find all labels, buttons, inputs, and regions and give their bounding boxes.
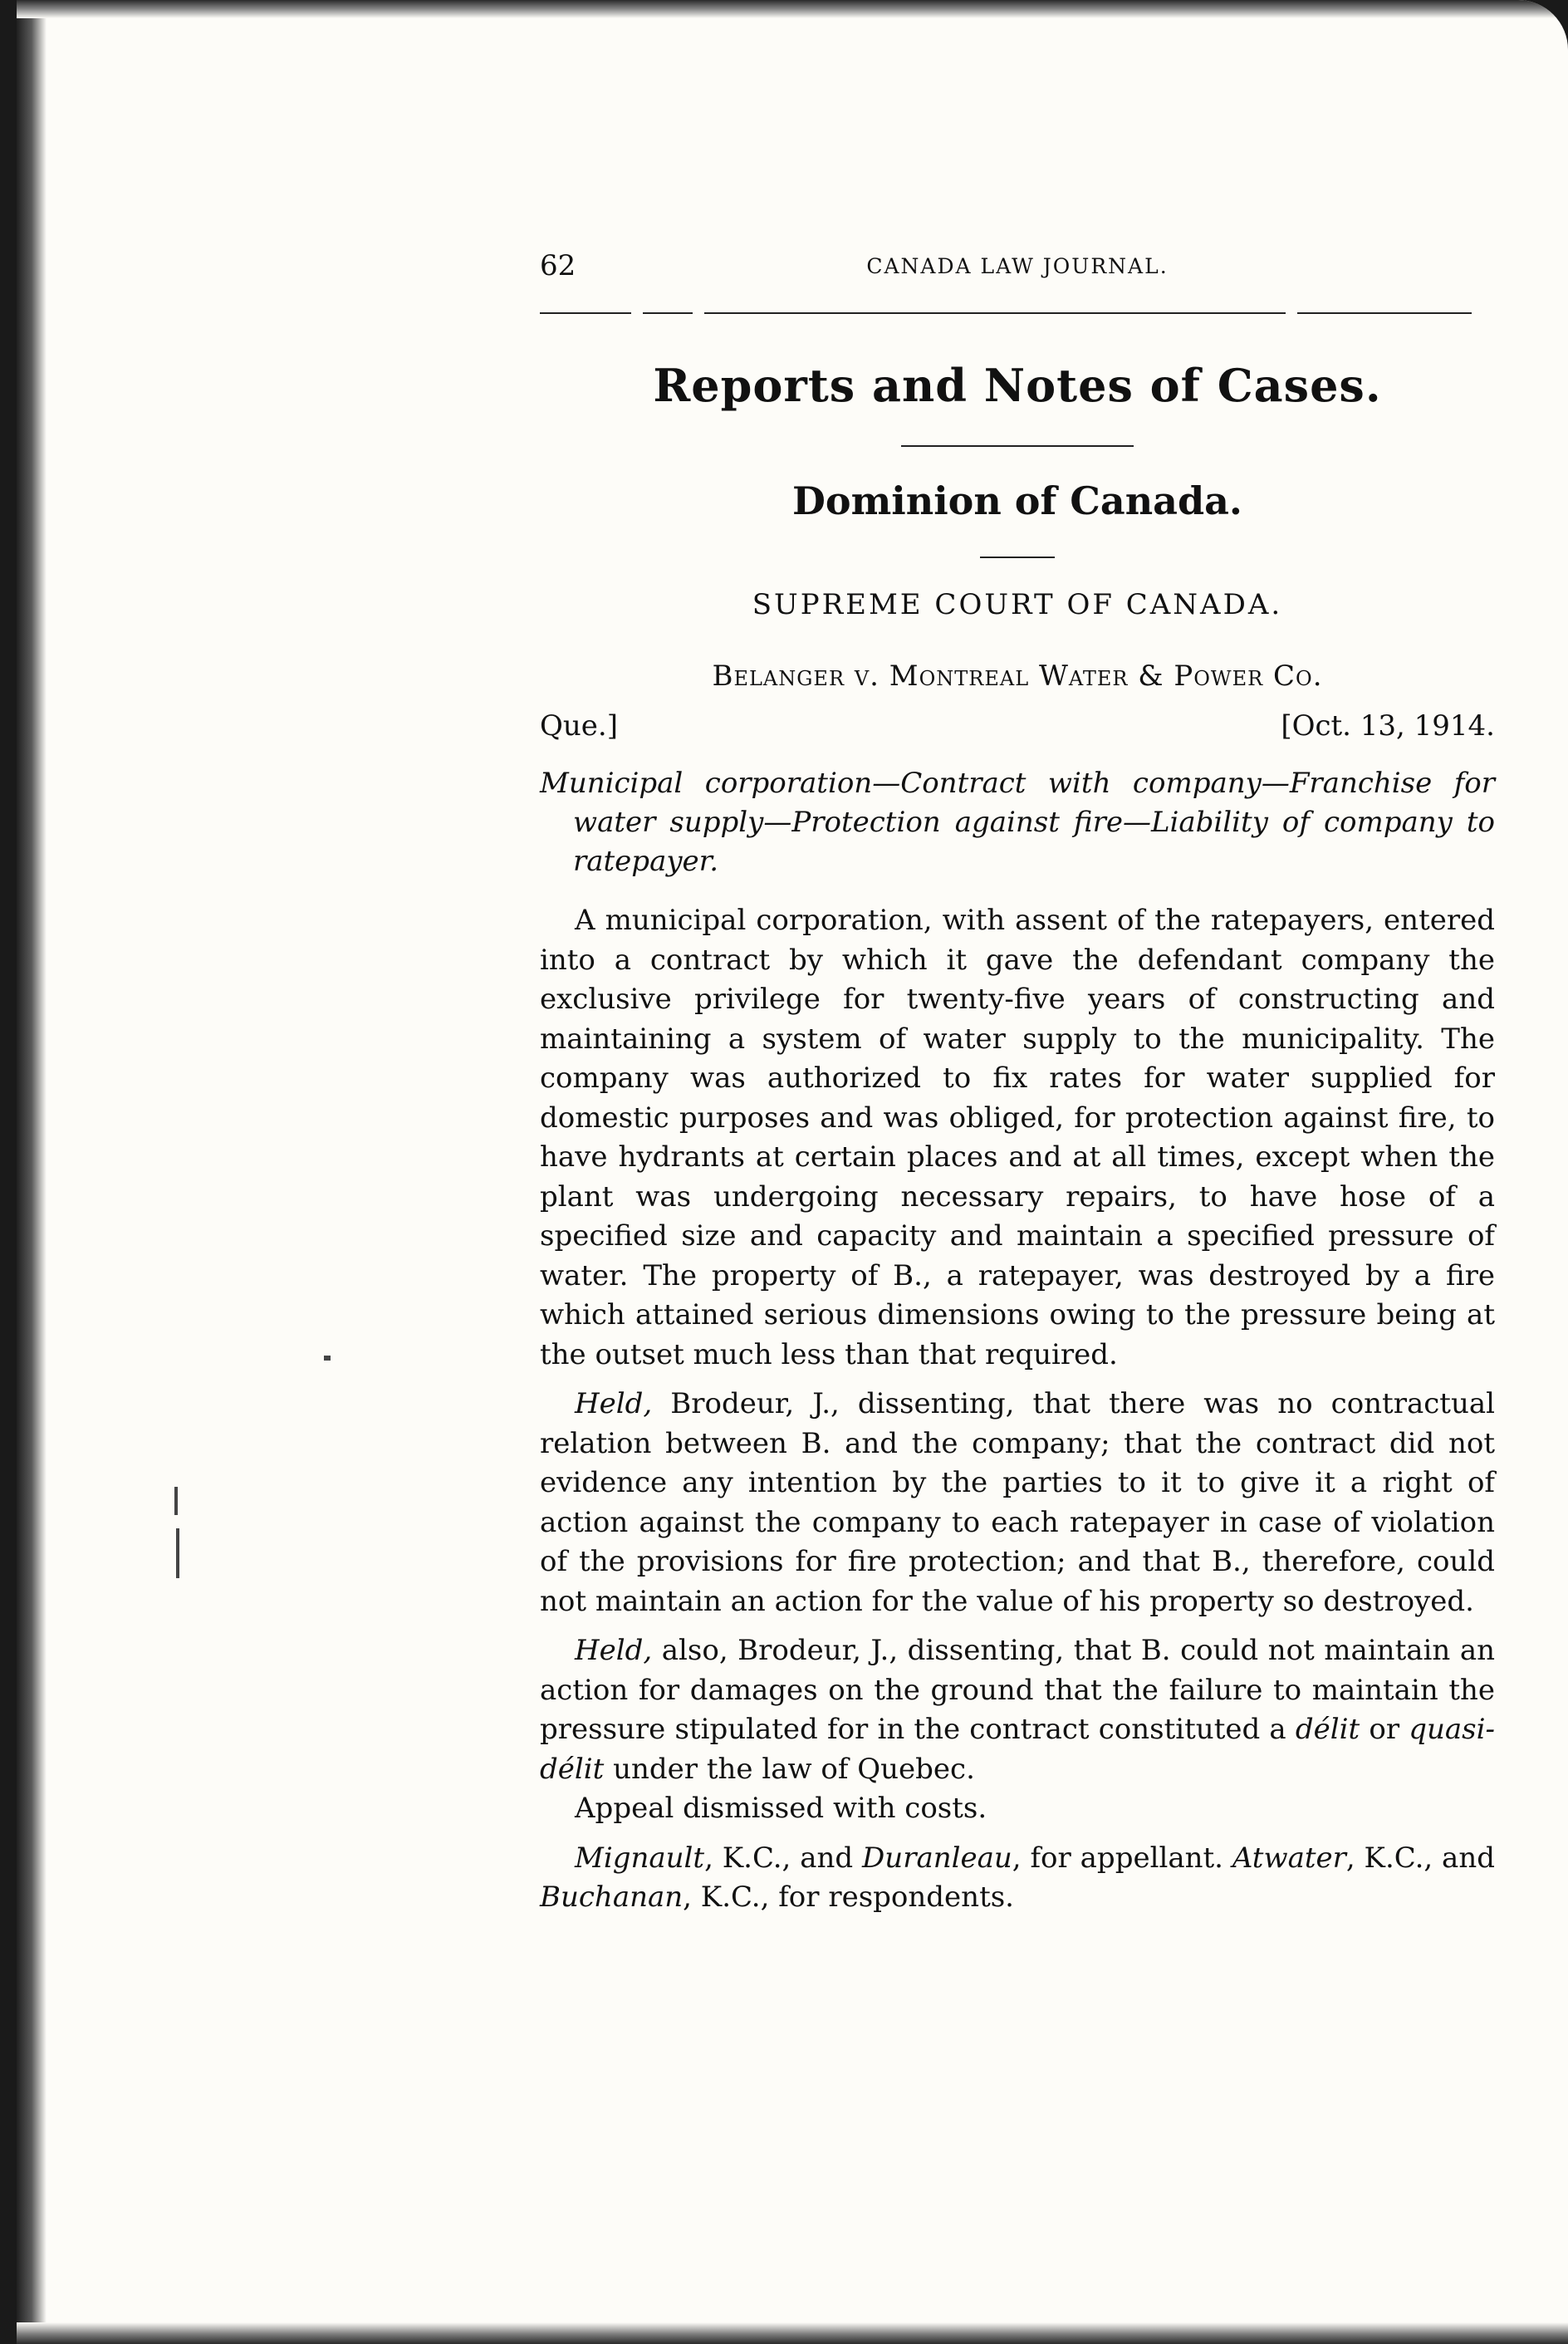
scan-shadow-top bbox=[17, 0, 1568, 18]
disposition: Appeal dismissed with costs. bbox=[575, 1792, 987, 1825]
case-province: Que.] bbox=[540, 709, 618, 743]
divider bbox=[980, 557, 1055, 558]
holding-text: or bbox=[1360, 1713, 1409, 1746]
facts-paragraph: A municipal corporation, with assent of the ratepayers, entered into a contract by which it gave the defendant company the exclusive privilege for twenty-five years of constructing and maintaining a system of water supply to the municipality. The company was authorized to fix rates for water supplied for domestic purposes and was obliged, for protection against fire, to have hydrants at certain places and at all times, except when the plant was undergoing necessary repairs, to have hose of a specified size and capacity and maintain a specified pressure of water. The property of B., a ratepayer, was destroyed by a fire which attained serious dimensions owing to the pressure being at the outset much less than that required. bbox=[540, 904, 1495, 1371]
held-label: Held, bbox=[575, 1634, 653, 1667]
holding-text: under the law of Quebec. bbox=[604, 1752, 975, 1786]
jurisdiction-heading: Dominion of Canada. bbox=[792, 478, 1242, 523]
scan-shadow-bottom bbox=[17, 2322, 1568, 2344]
journal-title: CANADA LAW JOURNAL. bbox=[866, 254, 1169, 278]
counsel-paragraph bbox=[540, 1839, 1495, 1918]
scanned-page bbox=[17, 0, 1568, 2344]
margin-mark bbox=[176, 1528, 179, 1578]
holding-text: also, Brodeur, J., dissenting, that B. could not maintain an action for damages on the ground that the failure to maintain the pressure stipulated for in the contract constituted a bbox=[540, 1634, 1495, 1746]
counsel-text: , K.C., for respondents. bbox=[683, 1881, 1014, 1914]
counsel-text: , K.C., and bbox=[704, 1841, 863, 1875]
counsel-name: Atwater bbox=[1232, 1841, 1346, 1875]
margin-mark bbox=[324, 1356, 331, 1361]
holding-text: Brodeur, J., dissenting, that there was no contractual relation between B. and the company; that the contract did not evidence any intention by the parties to it to give it a right of action against the company to each ratepayer in case of violation of the provisions for fire protection; and that B., therefore, could not maintain an action for the value of his property so destroyed. bbox=[540, 1387, 1495, 1618]
case-name: Belanger v. Montreal Water & Power Co. bbox=[712, 660, 1323, 693]
court-heading: SUPREME COURT OF CANADA. bbox=[752, 588, 1283, 621]
scan-shadow-left bbox=[17, 0, 47, 2344]
page-number: 62 bbox=[540, 249, 576, 282]
legal-term: délit bbox=[1295, 1713, 1360, 1746]
held-label: Held, bbox=[575, 1387, 653, 1420]
divider bbox=[901, 445, 1134, 447]
running-head bbox=[540, 249, 1495, 291]
counsel-text: , for appellant. bbox=[1012, 1841, 1232, 1875]
section-title: Reports and Notes of Cases. bbox=[653, 359, 1382, 412]
page-content bbox=[540, 249, 1495, 1918]
margin-mark bbox=[174, 1487, 178, 1515]
header-rule bbox=[540, 312, 1495, 314]
case-meta bbox=[540, 709, 1495, 743]
legal-term: quasi-délit bbox=[540, 1713, 1495, 1786]
counsel-text: , K.C., and bbox=[1345, 1841, 1495, 1875]
counsel-name: Mignault bbox=[575, 1841, 705, 1875]
counsel-name: Buchanan bbox=[540, 1881, 684, 1914]
headnote: Municipal corporation—Contract with company—Franchise for water supply—Protection against fire—Liability of company to ratepayer. bbox=[540, 767, 1495, 878]
holding-paragraph bbox=[540, 1631, 1495, 1789]
holding-paragraph bbox=[540, 1385, 1495, 1621]
case-date: [Oct. 13, 1914. bbox=[1281, 709, 1495, 743]
counsel-name: Duranleau bbox=[862, 1841, 1012, 1875]
